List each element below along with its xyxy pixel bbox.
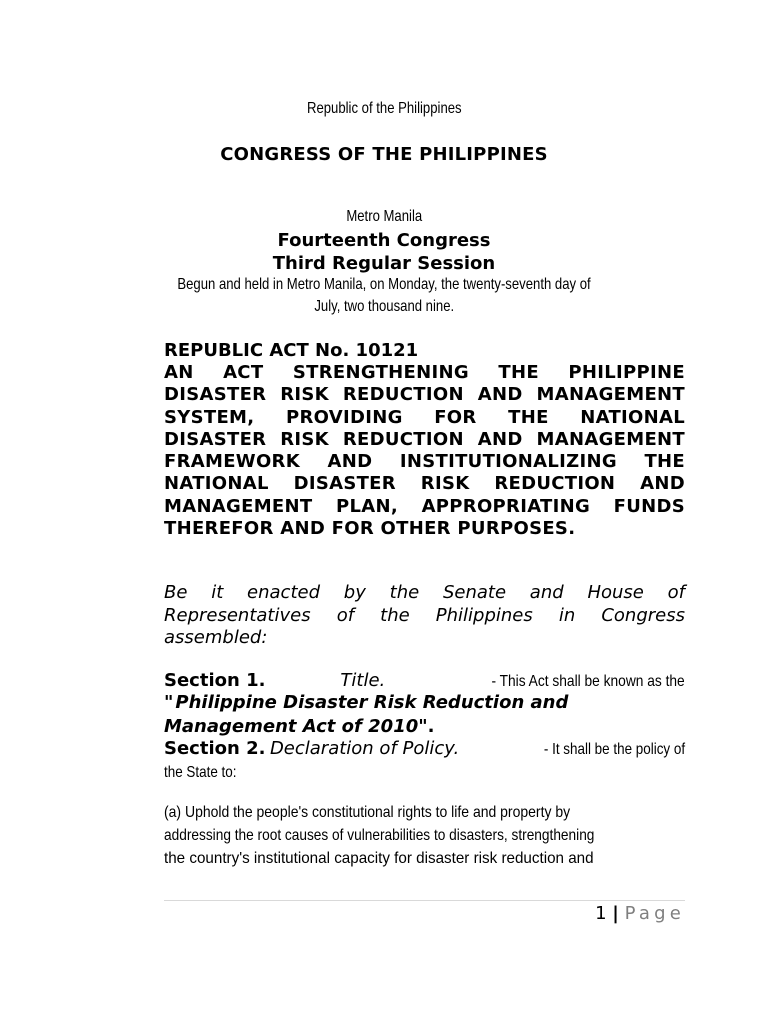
republic-header-text: Republic of the Philippines: [306, 100, 462, 117]
section-1-quote-open: ": [164, 692, 174, 713]
section-1-label: Section 1.: [164, 670, 266, 691]
section-1-line-1: [164, 670, 685, 694]
paragraph-a-line-2: [164, 825, 685, 848]
paragraph-a-line-3: [164, 848, 685, 871]
begun-line-2-text: July, two thousand nine.: [314, 298, 454, 315]
metro-manila-text: Metro Manila: [346, 208, 422, 225]
section-1-act-name-part2: Management Act of 2010: [164, 716, 419, 737]
congress-number: Fourteenth Congress: [277, 230, 491, 251]
begun-line-1-text: Begun and held in Metro Manila, on Monday, the twenty-seventh day of: [177, 276, 591, 293]
enacting-clause: Be it enacted by the Senate and House of Representatives of the Philippines in Congress assembled:: [164, 582, 685, 648]
page-number: [595, 903, 685, 924]
section-2-line-1: [164, 737, 685, 761]
paragraph-a-line-2-text: addressing the root causes of vulnerabilities to disasters, strengthening: [164, 827, 595, 844]
congress-header: CONGRESS OF THE PHILIPPINES: [220, 144, 548, 165]
page-number-separator: |: [612, 903, 619, 924]
section-2-text-1: - It shall be the policy of: [543, 741, 685, 758]
section-1-quote-close: ".: [418, 716, 435, 737]
metro-manila-line: [0, 208, 768, 226]
paragraph-a-line-1: [164, 802, 685, 825]
section-1-text: - This Act shall be known as the: [491, 673, 685, 690]
section-2-title: Declaration of Policy.: [269, 738, 460, 759]
session-name: Third Regular Session: [272, 253, 496, 274]
begun-line-2: [0, 298, 768, 316]
section-2-text-2: the State to:: [164, 764, 237, 781]
footer-divider: [164, 900, 685, 901]
paragraph-a-line-3-text: the country's institutional capacity for disaster risk reduction and: [164, 850, 594, 867]
act-number: REPUBLIC ACT No. 10121: [164, 340, 419, 361]
republic-header: [0, 100, 768, 118]
act-title: AN ACT STRENGTHENING THE PHILIPPINE DISASTER RISK REDUCTION AND MANAGEMENT SYSTEM, PROVIDING FOR THE NATIONAL DISASTER RISK REDUCTION AND MANAGEMENT FRAMEWORK AND INSTITUTIONALIZING THE NATIONAL DISASTER RISK REDUCTION AND MANAGEMENT PLAN, APPROPRIATING FUNDS THEREFOR AND FOR OTHER PURPOSES.: [164, 362, 685, 540]
section-1-act-name-part1: Philippine Disaster Risk Reduction and: [175, 692, 569, 713]
paragraph-a-line-1-text: (a) Uphold the people's constitutional rights to life and property by: [164, 804, 571, 821]
page-word: Page: [624, 903, 685, 924]
section-1-line-3: [164, 715, 685, 739]
section-2-label: Section 2.: [164, 738, 266, 759]
section-1-line-2: [164, 692, 685, 715]
section-1-title: Title.: [340, 670, 386, 691]
page-number-value: 1: [595, 903, 607, 924]
section-2-line-2: [164, 760, 685, 785]
begun-line-1: [0, 276, 768, 294]
